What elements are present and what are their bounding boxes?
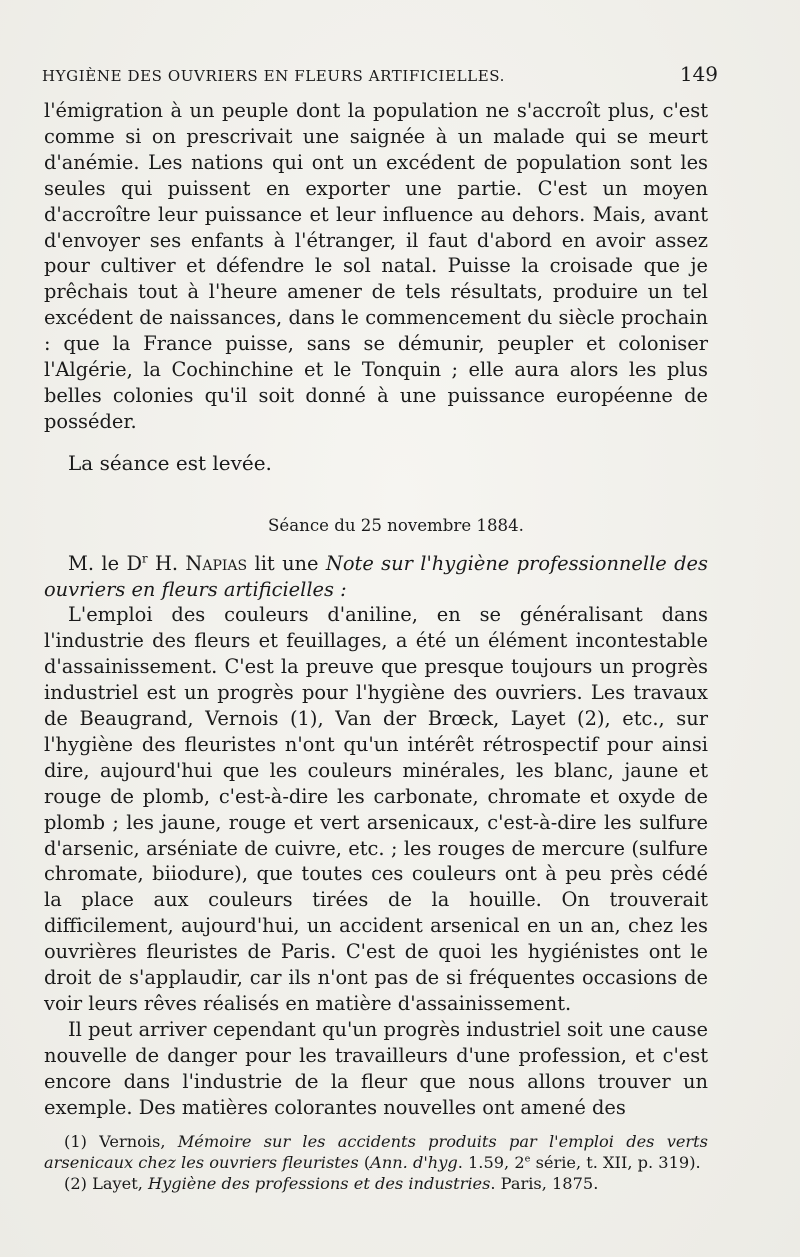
footnote-1-journal: Ann. d'hyg — [370, 1153, 458, 1172]
footnote-1 — [44, 1131, 708, 1173]
running-header — [42, 62, 718, 86]
footnote-2-marker: (2) Layet, — [64, 1174, 148, 1193]
footnote-1-ref-b: série, t. XII, p. 319). — [530, 1153, 701, 1172]
session-closing: La séance est levée. — [68, 450, 272, 475]
body-text — [44, 98, 708, 1121]
footnote-2-title: Hygiène des professions et des industries — [148, 1174, 491, 1193]
footnotes — [44, 1131, 708, 1194]
paragraph-new-danger: Il peut arriver cependant qu'un progrès industriel soit une cause nouvelle de danger pour les travailleurs d'une profession, et c'est encore dans l'industrie de la fleur que nous allons trouver un exemple. Des matières colorantes nouvelles ont amené des — [44, 1017, 708, 1119]
session-date-heading: Séance du 25 novembre 1884. — [268, 515, 524, 535]
note-introduction — [44, 551, 708, 603]
footnote-2 — [44, 1173, 708, 1194]
author-initial: H. — [154, 551, 186, 575]
note-intro-prefix: M. le D — [68, 551, 142, 575]
paragraph-emigration: l'émigration à un peuple dont la population ne s'accroît plus, c'est comme si on prescrivait une saignée à un malade qui se meurt d'anémie. Les nations qui ont un excédent de population sont les seules qui puissent en exporter une partie. C'est un moyen d'accroître leur puissance et leur influence au dehors. Mais, avant d'envoyer ses enfants à l'étranger, il faut d'abord en avoir assez pour cultiver et défendre le sol natal. Puisse la croisade que je prêchais tout à l'heure amener de tels résultats, produire un tel excédent de naissances, dans le commencement du siècle prochain : que la France puisse, sans se démunir, peupler et coloniser l'Algérie, la Cochinchine et le Tonquin ; elle aura alors les plus belles colonies qu'il soit donné à une puissance européenne de posséder. — [44, 99, 708, 433]
note-title: Note sur l'hygiène professionnelle des ouvriers en fleurs artificielles : — [44, 551, 708, 601]
running-title: HYGIÈNE DES OUVRIERS EN FLEURS ARTIFICIELLES. — [42, 67, 505, 85]
footnote-1-paren: ( — [358, 1153, 371, 1172]
footnote-1-ref-a: . 1.59, 2 — [457, 1153, 525, 1172]
footnote-2-tail: . Paris, 1875. — [490, 1174, 599, 1193]
author-name: Napias — [185, 551, 248, 575]
paragraph-aniline: L'emploi des couleurs d'aniline, en se généralisant dans l'industrie des fleurs et feuillages, a été un élément incontestable d'assainissement. C'est la preuve que presque toujours un progrès industriel est un progrès pour l'hygiène des ouvriers. Les travaux de Beaugrand, Vernois (1), Van der Brœck, Layet (2), etc., sur l'hygiène des fleuristes n'ont qu'un intérêt rétrospectif pour ainsi dire, aujourd'hui que les couleurs minérales, les blanc, jaune et rouge de plomb, c'est-à-dire les carbonate, chromate et oxyde de plomb ; les jaune, rouge et vert arsenicaux, c'est-à-dire les sulfure d'arsenic, arséniate de cuivre, etc. ; les rouges de mercure (sulfure chromate, biiodure), que toutes ces couleurs ont à peu près cédé la place aux couleurs tirées de la houille. On trouverait difficilement, aujourd'hui, un accident arsenical en un an, chez les ouvrières fleuristes de Paris. C'est de quoi les hygiénistes ont le droit de s'applaudir, car ils n'ont pas de si fréquentes occasions de voir leurs rêves réalisés en matière d'assainissement. — [44, 603, 708, 1015]
footnote-1-marker: (1) Vernois, — [64, 1132, 178, 1151]
note-intro-verb: lit une — [247, 551, 326, 575]
page-number: 149 — [679, 62, 718, 86]
note-intro-prefix-sup: r — [142, 551, 148, 566]
footnote-1-ref-sup: e — [524, 1153, 531, 1165]
footnote-1-title: Mémoire sur les accidents produits par l'emploi des verts arsenicaux chez les ouvriers fleuristes — [44, 1132, 708, 1172]
